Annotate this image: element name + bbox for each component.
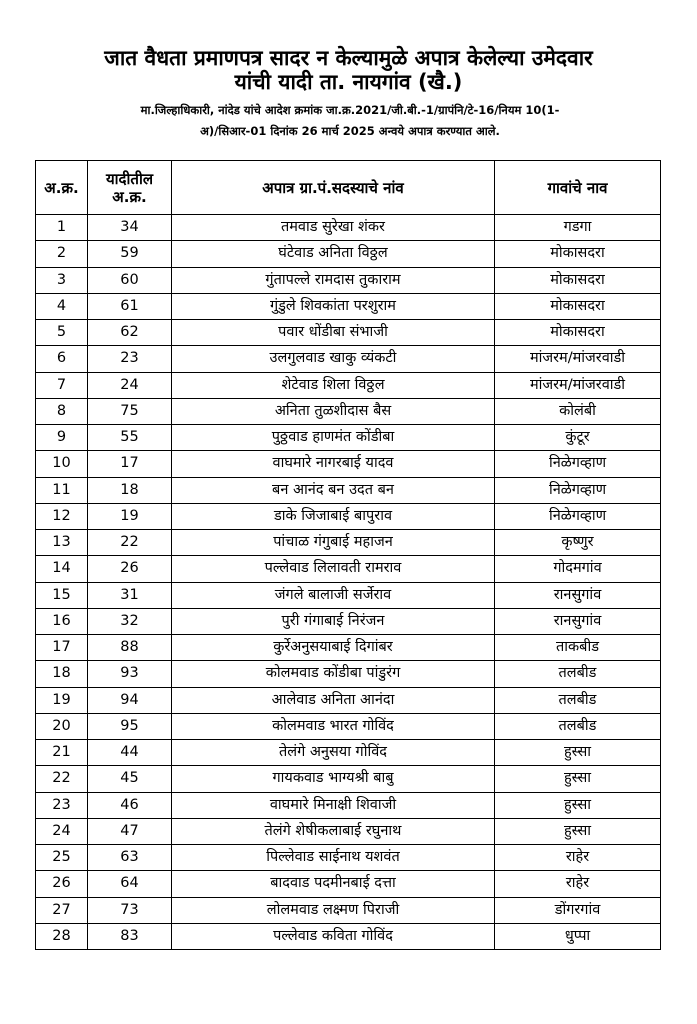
cell-serial: 1: [36, 215, 88, 241]
cell-serial: 12: [36, 503, 88, 529]
cell-serial: 11: [36, 477, 88, 503]
cell-member-name: पांचाळ गंगुबाई महाजन: [172, 530, 495, 556]
cell-serial: 6: [36, 346, 88, 372]
cell-village-name: निळेगव्हाण: [495, 451, 661, 477]
cell-list-serial: 59: [88, 241, 172, 267]
cell-serial: 23: [36, 792, 88, 818]
document-title-line-1: जात वैधता प्रमाणपत्र सादर न केल्यामुळे अपात्र केलेल्या उमेदवार: [104, 46, 593, 70]
header-list-serial-line-2: अ.क्र.: [112, 187, 147, 206]
cell-member-name: तमवाड सुरेखा शंकर: [172, 215, 495, 241]
cell-list-serial: 63: [88, 845, 172, 871]
cell-member-name: उलगुलवाड खाकु व्यंकटी: [172, 346, 495, 372]
cell-serial: 5: [36, 320, 88, 346]
cell-member-name: पुठ्ठवाड हाणमंत कोंडीबा: [172, 425, 495, 451]
cell-serial: 4: [36, 293, 88, 319]
cell-member-name: पल्लेवाड लिलावती रामराव: [172, 556, 495, 582]
cell-list-serial: 18: [88, 477, 172, 503]
table-row: [36, 372, 661, 398]
cell-list-serial: 19: [88, 503, 172, 529]
table-row: [36, 556, 661, 582]
table-row: [36, 530, 661, 556]
cell-village-name: निळेगव्हाण: [495, 503, 661, 529]
header-village-name: गावांचे नाव: [495, 161, 661, 215]
cell-village-name: निळेगव्हाण: [495, 477, 661, 503]
cell-list-serial: 88: [88, 635, 172, 661]
cell-serial: 16: [36, 608, 88, 634]
cell-member-name: तेलंगे अनुसया गोविंद: [172, 740, 495, 766]
cell-village-name: मांजरम/मांजरवाडी: [495, 372, 661, 398]
cell-list-serial: 23: [88, 346, 172, 372]
cell-list-serial: 62: [88, 320, 172, 346]
table-row: [36, 713, 661, 739]
cell-list-serial: 17: [88, 451, 172, 477]
cell-member-name: कुर्रेअनुसयाबाई दिगांबर: [172, 635, 495, 661]
table-body: [36, 215, 661, 950]
cell-village-name: कुंटूर: [495, 425, 661, 451]
cell-village-name: कोलंबी: [495, 398, 661, 424]
cell-village-name: रानसुगांव: [495, 608, 661, 634]
cell-member-name: घंटेवाड अनिता विठ्ठल: [172, 241, 495, 267]
cell-list-serial: 94: [88, 687, 172, 713]
header-list-serial-line-1: यादीतील: [105, 169, 154, 188]
cell-serial: 7: [36, 372, 88, 398]
cell-village-name: धुप्पा: [495, 923, 661, 949]
cell-list-serial: 61: [88, 293, 172, 319]
cell-village-name: गोदमगांव: [495, 556, 661, 582]
cell-member-name: पल्लेवाड कविता गोविंद: [172, 923, 495, 949]
cell-village-name: रानसुगांव: [495, 582, 661, 608]
cell-serial: 10: [36, 451, 88, 477]
cell-village-name: मोकासदरा: [495, 241, 661, 267]
cell-village-name: हुस्सा: [495, 740, 661, 766]
cell-serial: 27: [36, 897, 88, 923]
cell-list-serial: 95: [88, 713, 172, 739]
cell-serial: 20: [36, 713, 88, 739]
table-row: [36, 398, 661, 424]
cell-serial: 22: [36, 766, 88, 792]
cell-serial: 24: [36, 818, 88, 844]
cell-member-name: आलेवाड अनिता आनंदा: [172, 687, 495, 713]
cell-list-serial: 60: [88, 267, 172, 293]
cell-village-name: मोकासदरा: [495, 320, 661, 346]
table-row: [36, 451, 661, 477]
cell-member-name: बन आनंद बन उदत बन: [172, 477, 495, 503]
disqualified-members-table: [35, 160, 661, 950]
table-row: [36, 608, 661, 634]
table-row: [36, 871, 661, 897]
cell-list-serial: 46: [88, 792, 172, 818]
cell-serial: 15: [36, 582, 88, 608]
cell-serial: 21: [36, 740, 88, 766]
cell-member-name: गायकवाड भाग्यश्री बाबु: [172, 766, 495, 792]
header-list-serial: [88, 161, 172, 215]
table-row: [36, 477, 661, 503]
table-row: [36, 503, 661, 529]
table-header-row: [36, 161, 661, 215]
cell-member-name: शेटेवाड शिला विठ्ठल: [172, 372, 495, 398]
table-row: [36, 425, 661, 451]
cell-village-name: कृष्णुर: [495, 530, 661, 556]
cell-list-serial: 64: [88, 871, 172, 897]
cell-village-name: राहेर: [495, 845, 661, 871]
cell-list-serial: 55: [88, 425, 172, 451]
cell-village-name: ताकबीड: [495, 635, 661, 661]
cell-serial: 2: [36, 241, 88, 267]
cell-list-serial: 34: [88, 215, 172, 241]
cell-serial: 26: [36, 871, 88, 897]
cell-member-name: जंगले बालाजी सर्जेराव: [172, 582, 495, 608]
table-row: [36, 293, 661, 319]
table-row: [36, 740, 661, 766]
cell-serial: 17: [36, 635, 88, 661]
cell-member-name: गुंतापल्ले रामदास तुकाराम: [172, 267, 495, 293]
cell-village-name: मोकासदरा: [495, 293, 661, 319]
table-row: [36, 845, 661, 871]
table-row: [36, 241, 661, 267]
table-row: [36, 923, 661, 949]
cell-list-serial: 31: [88, 582, 172, 608]
cell-list-serial: 75: [88, 398, 172, 424]
order-reference-line-2: अ)/सिआर-01 दिनांक 26 मार्च 2025 अन्वये अपात्र करण्यात आले.: [200, 124, 500, 138]
table-row: [36, 635, 661, 661]
cell-list-serial: 73: [88, 897, 172, 923]
cell-village-name: हुस्सा: [495, 766, 661, 792]
cell-list-serial: 83: [88, 923, 172, 949]
cell-list-serial: 32: [88, 608, 172, 634]
cell-list-serial: 45: [88, 766, 172, 792]
table-row: [36, 792, 661, 818]
cell-serial: 9: [36, 425, 88, 451]
cell-village-name: हुस्सा: [495, 818, 661, 844]
cell-serial: 28: [36, 923, 88, 949]
cell-list-serial: 44: [88, 740, 172, 766]
cell-serial: 3: [36, 267, 88, 293]
cell-village-name: तलबीड: [495, 713, 661, 739]
cell-member-name: बादवाड पदमीनबाई दत्ता: [172, 871, 495, 897]
cell-list-serial: 22: [88, 530, 172, 556]
cell-serial: 18: [36, 661, 88, 687]
cell-member-name: वाघमारे मिनाक्षी शिवाजी: [172, 792, 495, 818]
table-row: [36, 818, 661, 844]
cell-member-name: अनिता तुळशीदास बैस: [172, 398, 495, 424]
cell-serial: 8: [36, 398, 88, 424]
cell-village-name: गडगा: [495, 215, 661, 241]
table-row: [36, 766, 661, 792]
cell-list-serial: 93: [88, 661, 172, 687]
header-member-name: अपात्र ग्रा.पं.सदस्याचे नांव: [172, 161, 495, 215]
cell-member-name: पिल्लेवाड साईनाथ यशवंत: [172, 845, 495, 871]
cell-member-name: तेलंगे शेषीकलाबाई रघुनाथ: [172, 818, 495, 844]
cell-member-name: वाघमारे नागरबाई यादव: [172, 451, 495, 477]
table-row: [36, 661, 661, 687]
cell-member-name: गुंडुले शिवकांता परशुराम: [172, 293, 495, 319]
cell-member-name: पवार धोंडीबा संभाजी: [172, 320, 495, 346]
table-row: [36, 582, 661, 608]
cell-member-name: लोलमवाड लक्ष्मण पिराजी: [172, 897, 495, 923]
document-title-line-2: यांची यादी ता. नायगांव (खै.): [234, 70, 463, 94]
cell-list-serial: 26: [88, 556, 172, 582]
cell-village-name: मांजरम/मांजरवाडी: [495, 346, 661, 372]
cell-member-name: पुरी गंगाबाई निरंजन: [172, 608, 495, 634]
cell-serial: 13: [36, 530, 88, 556]
cell-serial: 19: [36, 687, 88, 713]
cell-member-name: कोलमवाड कोंडीबा पांडुरंग: [172, 661, 495, 687]
header-serial: अ.क्र.: [36, 161, 88, 215]
cell-village-name: राहेर: [495, 871, 661, 897]
cell-list-serial: 24: [88, 372, 172, 398]
cell-serial: 25: [36, 845, 88, 871]
cell-village-name: डोंगरगांव: [495, 897, 661, 923]
cell-serial: 14: [36, 556, 88, 582]
table-row: [36, 320, 661, 346]
cell-village-name: तलबीड: [495, 661, 661, 687]
table-row: [36, 267, 661, 293]
table-row: [36, 897, 661, 923]
table-row: [36, 687, 661, 713]
cell-village-name: तलबीड: [495, 687, 661, 713]
cell-village-name: मोकासदरा: [495, 267, 661, 293]
cell-member-name: कोलमवाड भारत गोविंद: [172, 713, 495, 739]
table-row: [36, 215, 661, 241]
cell-member-name: डाके जिजाबाई बापुराव: [172, 503, 495, 529]
cell-list-serial: 47: [88, 818, 172, 844]
order-reference-line-1: मा.जिल्हाधिकारी, नांदेड यांचे आदेश क्रमांक जा.क्र.2021/जी.बी.-1/ग्रापंनि/टे-16/नियम 10(1-: [140, 103, 560, 117]
table-row: [36, 346, 661, 372]
cell-village-name: हुस्सा: [495, 792, 661, 818]
